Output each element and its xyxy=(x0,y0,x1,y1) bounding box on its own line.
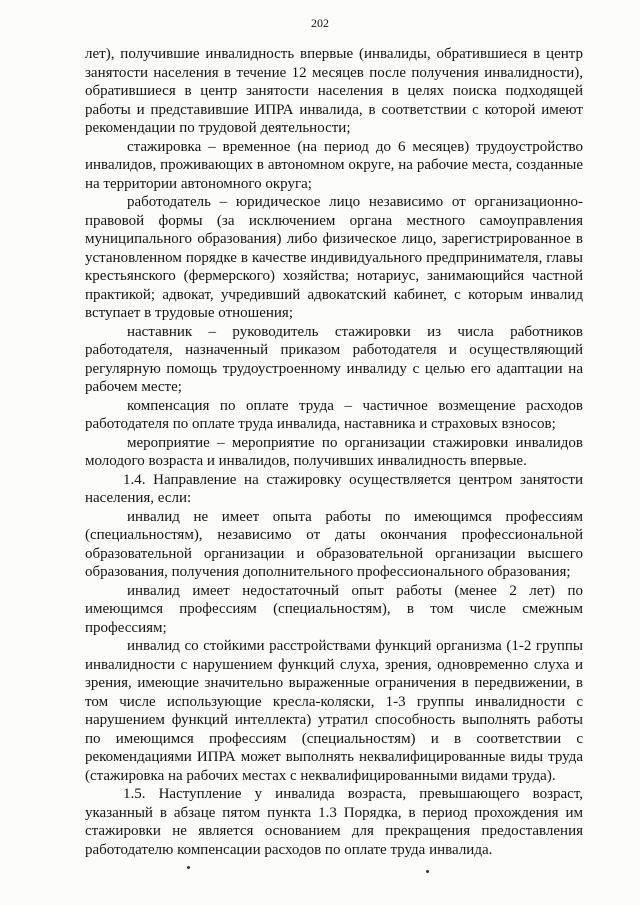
paragraph-definition-compensation: компенсация по оплате труда – частичное возмещение расходов работодателя по оплате труда инвалида, наставника и страховых взносов; xyxy=(85,397,583,432)
document-body xyxy=(85,45,583,859)
scan-dot xyxy=(426,870,429,873)
paragraph-continued-definition: лет), получившие инвалидность впервые (инвалиды, обратившиеся в центр занятости населения в течение 12 месяцев после получения инвалидности), обратившиеся в центр занятости населения в целях поиска подходящей работы и представившие ИПРА инвалида, в соответствии с которой имеют рекомендации по трудовой деятельности; xyxy=(85,46,583,136)
paragraph-section-1-4: 1.4. Направление на стажировку осуществляется центром занятости населения, если: xyxy=(85,471,583,506)
paragraph-definition-employer: работодатель – юридическое лицо независимо от организационно-правовой формы (за исключением органа местного самоуправления муниципального образования) либо физическое лицо, зарегистрированное в установленном порядке в качестве индивидуального предпринимателя, главы крестьянского (фермерского) хозяйства; нотариус, занимающийся частной практикой; адвокат, учредивший адвокатский кабинет, с которым инвалид вступает в трудовые отношения; xyxy=(85,194,583,321)
paragraph-condition-insufficient-experience: инвалид имеет недостаточный опыт работы (менее 2 лет) по имеющимся профессиям (специальностям), в том числе смежным профессиям; xyxy=(85,582,583,636)
paragraph-condition-persistent-disorders: инвалид со стойкими расстройствами функций организма (1-2 группы инвалидности с нарушением функций слуха, зрения, одновременно слуха и зрения, имеющие значительно выраженные ограничения в передвижении, в том числе использующие кресла-коляски, 1-3 группы инвалидности с нарушением функций интеллекта) утратил способность выполнять работы по имеющимся профессиям (специальностям) и в соответствии с рекомендациями ИПРА может выполнять неквалифицированные виды труда (стажировка на рабочих местах с неквалифицированными видами труда). xyxy=(85,638,583,784)
paragraph-definition-internship: стажировка – временное (на период до 6 месяцев) трудоустройство инвалидов, проживающих в автономном округе, на рабочие места, созданные на территории автономного округа; xyxy=(85,138,583,192)
scan-dot xyxy=(187,866,190,869)
paragraph-section-1-5: 1.5. Наступление у инвалида возраста, превышающего возраст, указанный в абзаце пятом пункта 1.3 Порядка, в период прохождения им стажировки не является основанием для прекращения предоставления работодателю компенсации расходов по оплате труда инвалида. xyxy=(85,786,583,858)
page-number: 202 xyxy=(311,16,329,30)
paragraph-condition-no-experience: инвалид не имеет опыта работы по имеющимся профессиям (специальностям), независимо от даты окончания профессиональной образовательной организации и образовательной организации высшего образования, получения дополнительного профессионального образования; xyxy=(85,508,583,580)
paragraph-definition-mentor: наставник – руководитель стажировки из числа работников работодателя, назначенный приказом работодателя и осуществляющий регулярную помощь трудоустроенному инвалиду с целью его адаптации на рабочем месте; xyxy=(85,323,583,395)
paragraph-definition-event: мероприятие – мероприятие по организации стажировки инвалидов молодого возраста и инвалидов, получивших инвалидность впервые. xyxy=(85,434,583,469)
